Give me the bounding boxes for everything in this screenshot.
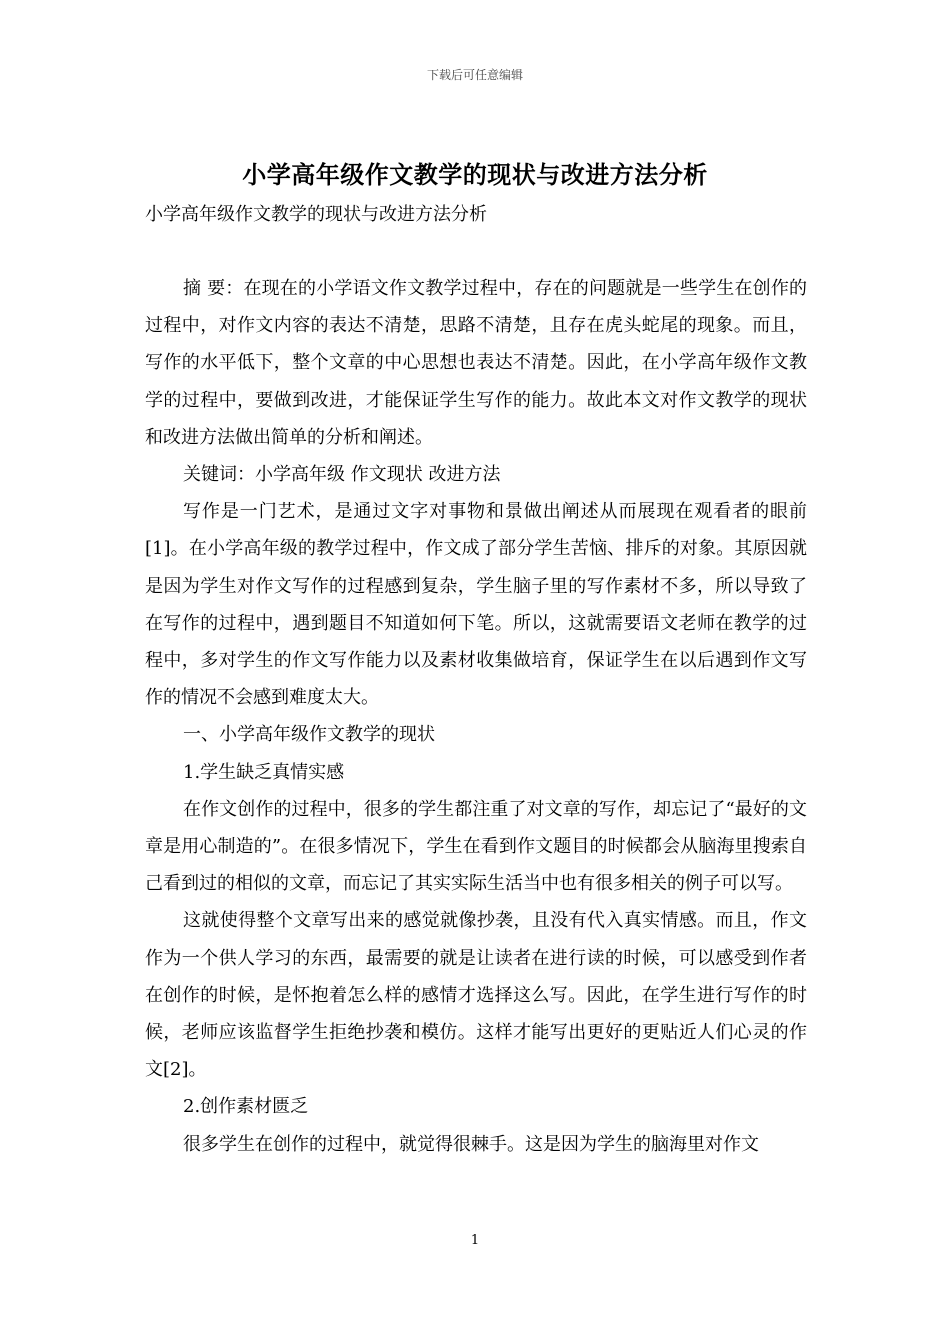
abstract-paragraph: 摘 要：在现在的小学语文作文教学过程中，存在的问题就是一些学生在创作的过程中，对作文内容的表达不清楚，思路不清楚，且存在虎头蛇尾的现象。而且，写作的水平低下，整个文章的中心思想也表达不清楚。因此，在小学高年级作文教学的过程中，要做到改进，才能保证学生写作的能力。故此本文对作文教学的现状和改进方法做出简单的分析和阐述。 [145,278,807,448]
page-header: 下载后可任意编辑 [426,68,523,82]
body-paragraph: 这就使得整个文章写出来的感觉就像抄袭，且没有代入真实情感。而且，作文作为一个供人学习的东西，最需要的就是让读者在进行读的时候，可以感受到作者在创作的时候，是怀抱着怎么样的感情才选择这么写。因此，在学生进行写作的时候，老师应该监督学生拒绝抄袭和模仿。这样才能写出更好的更贴近人们心灵的作文[2]。 [145,910,807,1081]
body-paragraph: 很多学生在创作的过程中，就觉得很棘手。这是因为学生的脑海里对作文 [183,1133,759,1155]
page-number: 1 [470,1233,480,1248]
subsection-heading: 1.学生缺乏真情实感 [183,761,345,783]
keywords-paragraph: 关键词：小学高年级 作文现状 改进方法 [183,464,501,486]
document-body [145,270,807,1163]
intro-paragraph: 写作是一门艺术，是通过文字对事物和景做出阐述从而展现在观看者的眼前[1]。在小学高年级的教学过程中，作文成了部分学生苦恼、排斥的对象。其原因就是因为学生对作文写作的过程感到复杂，学生脑子里的写作素材不多，所以导致了在写作的过程中，遇到题目不知道如何下笔。所以，这就需要语文老师在教学的过程中，多对学生的作文写作能力以及素材收集做培育，保证学生在以后遇到作文写作的情况不会感到难度太大。 [145,501,807,709]
document-subtitle: 小学高年级作文教学的现状与改进方法分析 [145,204,487,225]
body-paragraph: 在作文创作的过程中，很多的学生都注重了对文章的写作，却忘记了“最好的文章是用心制造的”。在很多情况下，学生在看到作文题目的时候都会从脑海里搜索自己看到过的相似的文章，而忘记了其实实际生活当中也有很多相关的例子可以写。 [145,798,807,895]
subsection-heading: 2.创作素材匮乏 [183,1096,309,1118]
document-title: 小学高年级作文教学的现状与改进方法分析 [242,160,708,189]
section-heading: 一、小学高年级作文教学的现状 [183,724,435,746]
